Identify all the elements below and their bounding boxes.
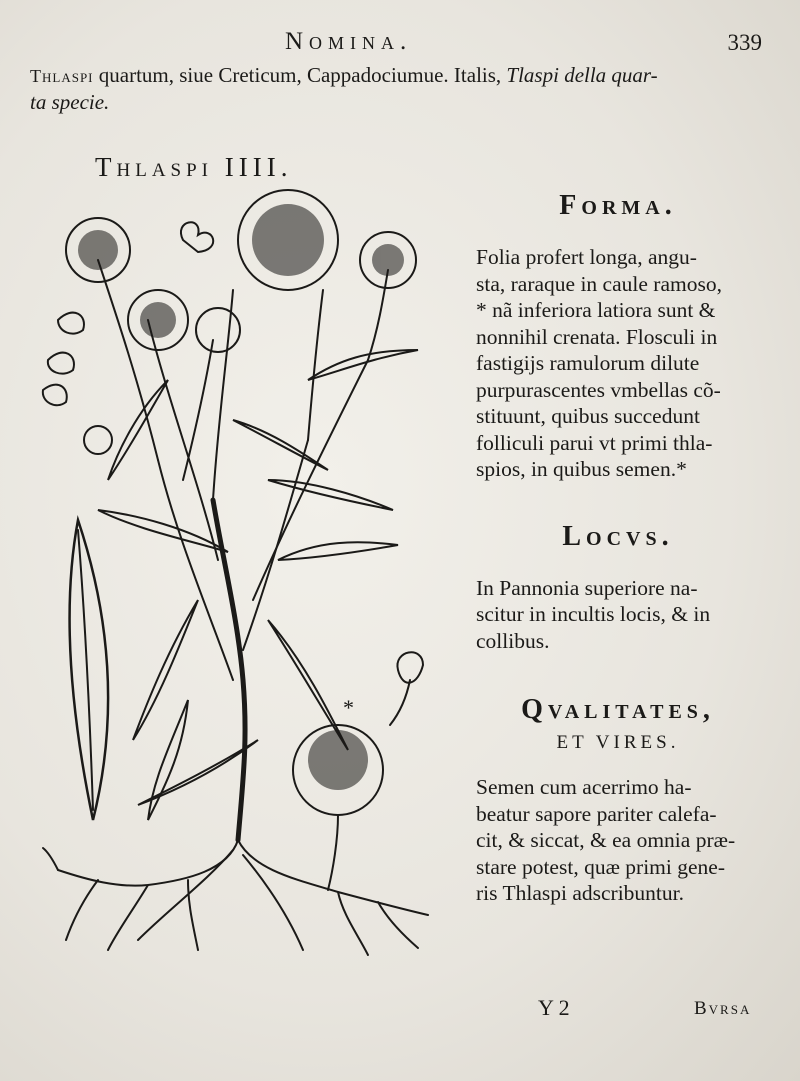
qualitates-paragraph xyxy=(468,774,768,907)
forma-line: nonnihil crenata. Flosculi in xyxy=(476,324,718,349)
plant-illustration xyxy=(38,180,458,960)
catchword: Bvrsa xyxy=(694,998,752,1019)
plant-title: Thlaspi IIII. xyxy=(95,152,293,182)
heading-locus: Locvs. xyxy=(562,520,674,552)
plant-names xyxy=(30,62,770,115)
locus-paragraph xyxy=(468,575,768,655)
qualitates-line: beatur sapore pariter calefa- xyxy=(476,801,717,826)
names-italian-1: Tlaspi della quar- xyxy=(506,63,658,87)
page-number: 339 xyxy=(727,30,762,55)
signature-mark: Y 2 xyxy=(538,995,570,1020)
forma-line: stituunt, quibus succedunt xyxy=(476,404,700,428)
heading-forma: Forma. xyxy=(559,190,677,221)
names-latin: quartum, siue Creticum, Cappadociumue. Italis, xyxy=(93,63,502,87)
forma-line: fastigijs ramulorum dilute xyxy=(476,351,700,375)
forma-paragraph xyxy=(468,244,768,483)
running-head xyxy=(0,22,800,58)
names-italian-2: ta specie. xyxy=(30,90,110,114)
forma-line: folliculi parui vt primi thla- xyxy=(476,430,713,455)
qualitates-line: stare potest, quæ primi gene- xyxy=(476,854,725,879)
text-column xyxy=(468,190,768,907)
subheading-vires: ET VIRES. xyxy=(556,732,680,753)
locus-line: scitur in incultis locis, & in xyxy=(476,602,711,626)
forma-line: purpurascentes vmbellas cõ- xyxy=(476,377,721,402)
qualitates-line: cit, & siccat, & ea omnia præ- xyxy=(476,828,736,852)
locus-line: collibus. xyxy=(476,628,550,653)
forma-line: * nã inferiora latiora sunt & xyxy=(476,298,716,322)
locus-line: In Pannonia superiore na- xyxy=(476,575,698,600)
forma-line: Folia profert longa, angu- xyxy=(476,245,697,269)
names-genus: Thlaspi xyxy=(30,66,94,86)
forma-line: sta, raraque in caule ramoso, xyxy=(476,271,722,296)
illustration-asterisk: * xyxy=(343,695,354,720)
qualitates-line: ris Thlaspi adscribuntur. xyxy=(476,881,685,905)
roots-drawing xyxy=(43,840,428,955)
heading-qualitates: Qvalitates, xyxy=(521,694,715,725)
running-title: Nomina. xyxy=(285,28,413,55)
qualitates-line: Semen cum acerrimo ha- xyxy=(476,775,692,799)
forma-line: spios, in quibus semen.* xyxy=(476,457,687,481)
